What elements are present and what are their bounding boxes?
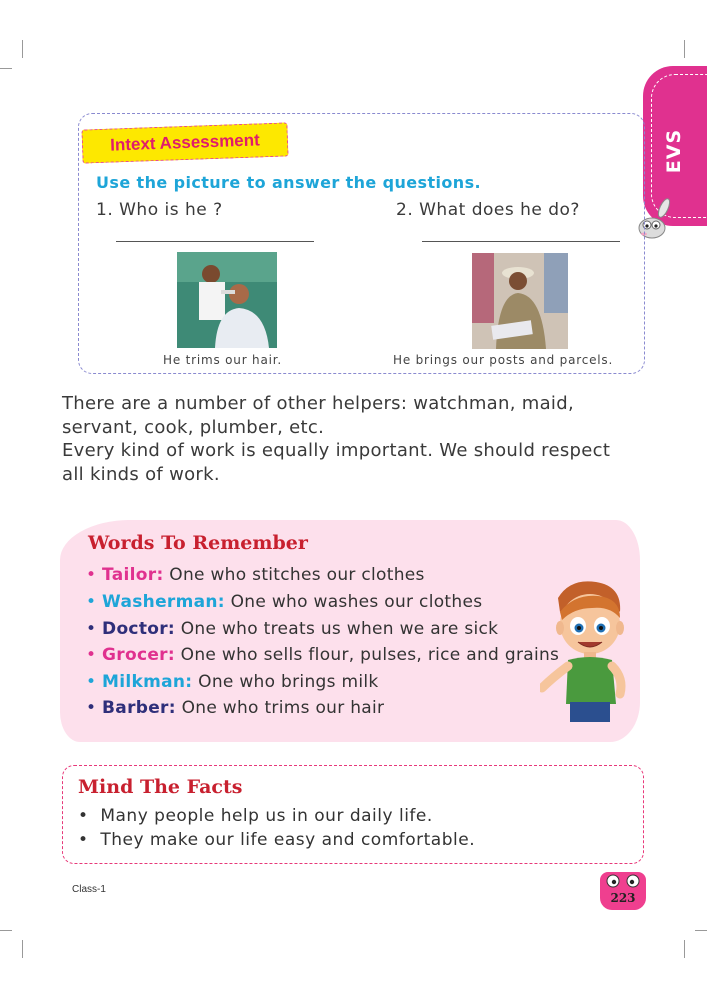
crop-mark <box>0 68 12 69</box>
word-term: Grocer: <box>102 645 175 665</box>
word-definition: One who stitches our clothes <box>169 565 425 585</box>
word-term: Barber: <box>102 698 176 718</box>
fact-item: • Many people help us in our daily life. <box>78 806 433 826</box>
caption-postman: He brings our posts and parcels. <box>393 353 614 367</box>
words-title: Words To Remember <box>88 532 308 554</box>
crop-mark <box>22 40 23 58</box>
fact-text: They make our life easy and comfortable. <box>100 830 476 850</box>
paragraph-line-4: all kinds of work. <box>62 464 220 485</box>
crop-mark <box>0 930 12 931</box>
class-label: Class-1 <box>72 884 106 895</box>
word-term: Tailor: <box>102 565 164 585</box>
crop-mark <box>684 940 685 958</box>
assessment-instruction: Use the picture to answer the questions. <box>96 173 481 192</box>
paragraph-line-1: There are a number of other helpers: watchman, maid, <box>62 393 574 414</box>
paragraph-line-3: Every kind of work is equally important. We should respect <box>62 440 611 461</box>
word-term: Milkman: <box>102 672 193 692</box>
crop-mark <box>695 930 707 931</box>
word-definition: One who washes our clothes <box>230 592 483 612</box>
word-item: • Doctor: One who treats us when we are sick <box>86 619 499 639</box>
cartoon-boy-illustration <box>540 578 636 724</box>
answer-line-2 <box>422 241 620 242</box>
word-term: Doctor: <box>102 619 176 639</box>
word-item: • Tailor: One who stitches our clothes <box>86 565 425 585</box>
postman-photo <box>472 253 568 349</box>
barber-photo <box>177 252 277 348</box>
crop-mark <box>684 40 685 58</box>
word-definition: One who treats us when we are sick <box>180 619 499 639</box>
page-number: 223 <box>610 891 636 905</box>
facts-title: Mind The Facts <box>78 776 243 798</box>
question-1: 1. Who is he ? <box>96 200 223 220</box>
caption-barber: He trims our hair. <box>163 353 282 367</box>
assessment-heading-banner <box>81 122 288 163</box>
word-item: • Grocer: One who sells flour, pulses, rice and grains <box>86 645 560 665</box>
subject-tab-label: EVS <box>663 128 685 174</box>
word-definition: One who trims our hair <box>181 698 385 718</box>
fact-item: • They make our life easy and comfortable. <box>78 830 476 850</box>
word-definition: One who brings milk <box>198 672 379 692</box>
question-2: 2. What does he do? <box>396 200 580 220</box>
answer-line-1 <box>116 241 314 242</box>
word-item: • Washerman: One who washes our clothes <box>86 592 483 612</box>
word-term: Washerman: <box>102 592 225 612</box>
crop-mark <box>22 940 23 958</box>
assessment-heading: Intext Assessment <box>109 130 261 155</box>
fact-text: Many people help us in our daily life. <box>100 806 433 826</box>
word-definition: One who sells flour, pulses, rice and grains <box>180 645 560 665</box>
word-item: • Milkman: One who brings milk <box>86 672 379 692</box>
paragraph-line-2: servant, cook, plumber, etc. <box>62 417 325 438</box>
word-item: • Barber: One who trims our hair <box>86 698 385 718</box>
